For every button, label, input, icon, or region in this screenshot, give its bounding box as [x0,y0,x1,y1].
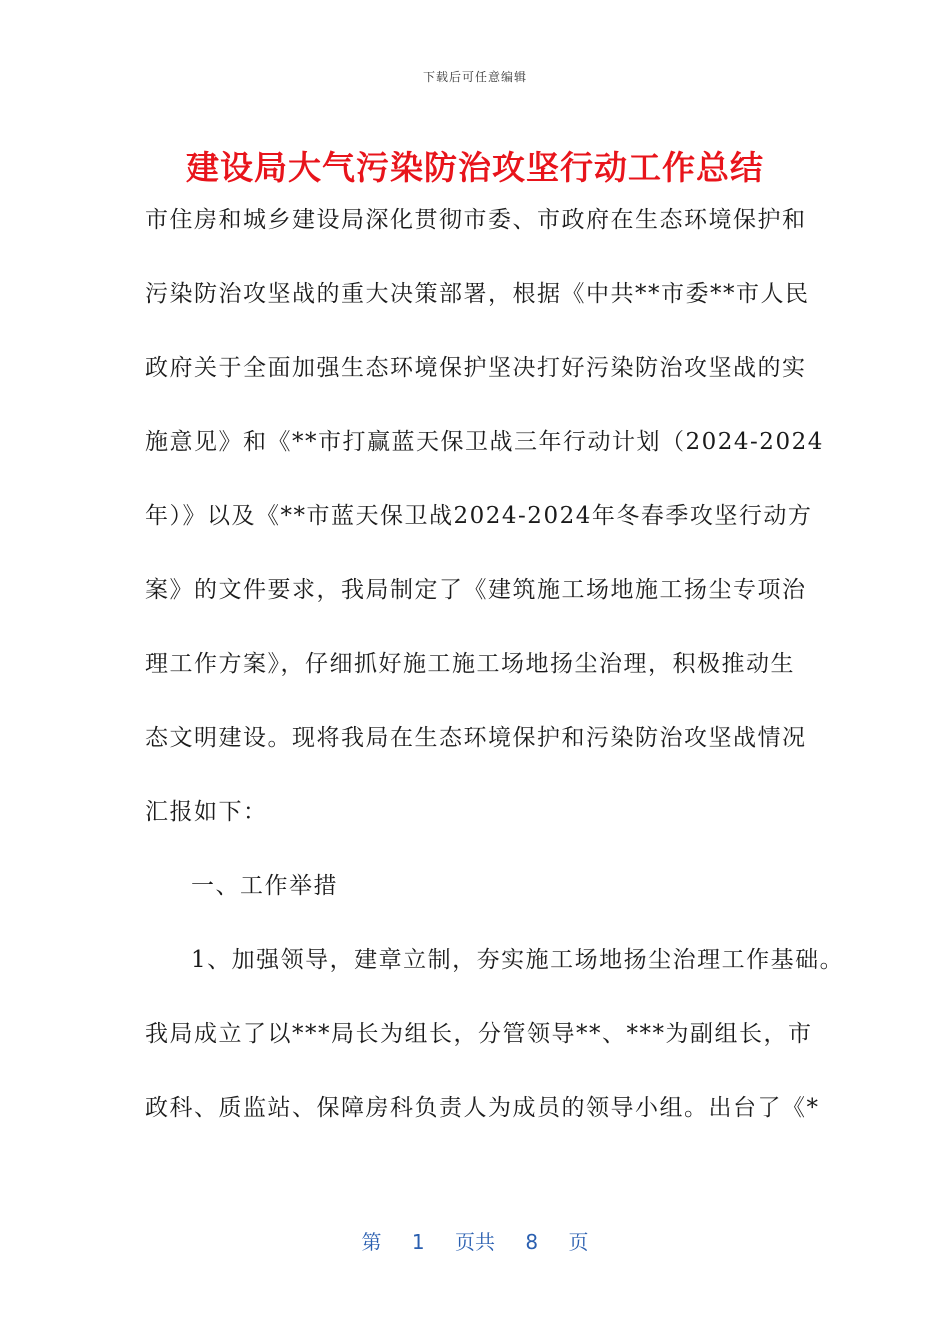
footer-mid: 页共 [455,1230,495,1254]
body-line: 案》的文件要求，我局制定了《建筑施工场地施工扬尘专项治 [145,577,807,603]
footer-page-number: 1 [411,1230,425,1254]
page-footer [0,1226,950,1255]
footer-prefix: 第 [361,1230,382,1254]
body-line: 施意见》和《**市打赢蓝天保卫战三年行动计划（2024-2024 [145,429,824,455]
body-line: 汇报如下： [145,799,268,825]
body-line: 污染防治攻坚战的重大决策部署，根据《中共**市委**市人民 [145,281,810,307]
body-line: 我局成立了以***局长为组长，分管领导**、***为副组长，市 [145,1021,813,1047]
body-line: 1、加强领导，建章立制，夯实施工场地扬尘治理工作基础。 [191,947,845,973]
body-line: 政府关于全面加强生态环境保护坚决打好污染防治攻坚战的实 [145,355,807,381]
document-body [145,200,845,1162]
body-line: 政科、质监站、保障房科负责人为成员的领导小组。出台了《* [145,1095,820,1121]
footer-total-pages: 8 [525,1230,539,1254]
document-title: 建设局大气污染防治攻坚行动工作总结 [186,148,764,187]
body-line: 理工作方案》，仔细抓好施工施工场地扬尘治理，积极推动生 [145,651,795,677]
section-heading: 一、工作举措 [191,873,338,899]
header-note: 下载后可任意编辑 [422,70,527,84]
body-line: 态文明建设。现将我局在生态环境保护和污染防治攻坚战情况 [145,725,807,751]
body-line: 市住房和城乡建设局深化贯彻市委、市政府在生态环境保护和 [145,207,807,233]
footer-suffix: 页 [568,1230,589,1254]
body-line: 年）》以及《**市蓝天保卫战2024-2024年冬春季攻坚行动方 [145,503,813,529]
